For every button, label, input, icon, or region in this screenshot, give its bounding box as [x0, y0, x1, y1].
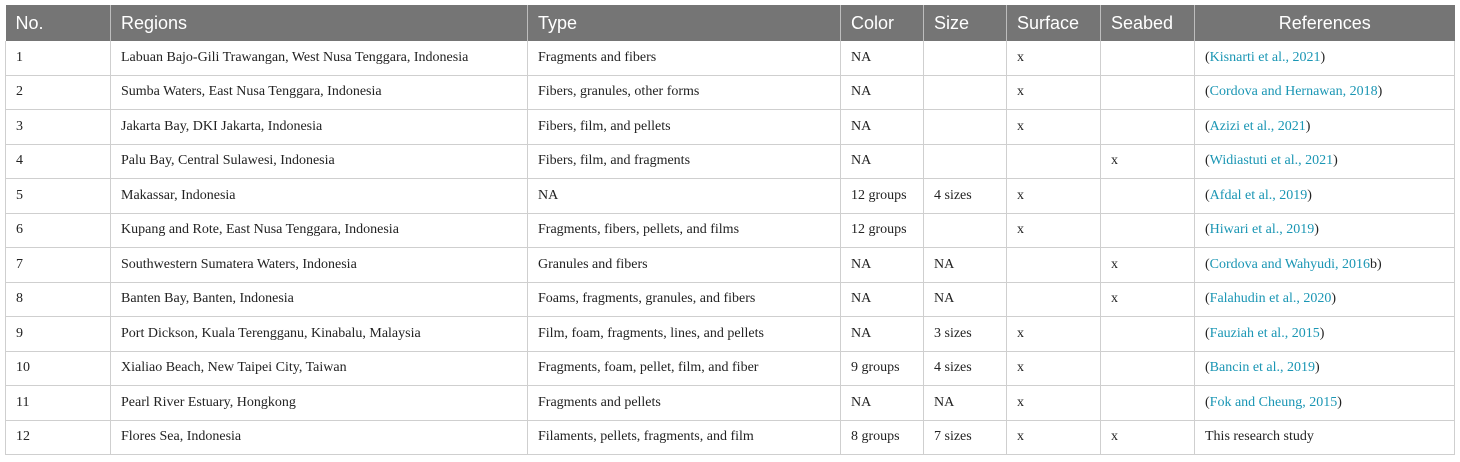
cell-size: NA [924, 282, 1007, 317]
table-row [6, 282, 1455, 317]
cell-region: Banten Bay, Banten, Indonesia [111, 282, 528, 317]
cell-size: NA [924, 248, 1007, 283]
cell-type: Fragments and pellets [528, 386, 841, 421]
cell-surface: x [1007, 75, 1101, 110]
cell-size [924, 41, 1007, 75]
cell-size [924, 213, 1007, 248]
reference-link[interactable]: Cordova and Hernawan, 2018 [1209, 84, 1378, 100]
cell-seabed: x [1101, 248, 1195, 283]
cell-seabed [1101, 317, 1195, 352]
cell-size: NA [924, 386, 1007, 421]
table-row [6, 248, 1455, 283]
cell-color: 8 groups [841, 420, 924, 455]
header-surface: Surface [1007, 5, 1101, 41]
cell-size: 7 sizes [924, 420, 1007, 455]
cell-color: NA [841, 75, 924, 110]
cell-no: 8 [6, 282, 111, 317]
header-type: Type [528, 5, 841, 41]
cell-surface: x [1007, 213, 1101, 248]
cell-region: Palu Bay, Central Sulawesi, Indonesia [111, 144, 528, 179]
cell-type: Fragments, fibers, pellets, and films [528, 213, 841, 248]
reference-link[interactable]: Azizi et al., 2021 [1209, 118, 1306, 134]
reference-open-paren: ( [1205, 49, 1210, 65]
cell-no: 12 [6, 420, 111, 455]
cell-type: Fibers, film, and pellets [528, 110, 841, 145]
reference-open-paren: ( [1205, 118, 1210, 134]
cell-size [924, 75, 1007, 110]
reference-suffix: b [1370, 256, 1378, 272]
reference-link[interactable]: Bancin et al., 2019 [1209, 360, 1316, 376]
cell-reference [1195, 41, 1455, 75]
reference-close-paren: ) [1315, 360, 1320, 376]
cell-no: 5 [6, 179, 111, 214]
table-row [6, 75, 1455, 110]
cell-region: Kupang and Rote, East Nusa Tenggara, Indonesia [111, 213, 528, 248]
cell-color: NA [841, 317, 924, 352]
microplastics-comparison-table [5, 5, 1455, 455]
cell-type: Fragments and fibers [528, 41, 841, 75]
reference-open-paren: ( [1205, 256, 1210, 272]
reference-link[interactable]: Falahudin et al., 2020 [1209, 291, 1332, 307]
cell-region: Labuan Bajo-Gili Trawangan, West Nusa Tenggara, Indonesia [111, 41, 528, 75]
header-row [6, 5, 1455, 41]
cell-reference [1195, 110, 1455, 145]
cell-reference [1195, 386, 1455, 421]
cell-no: 9 [6, 317, 111, 352]
cell-size [924, 144, 1007, 179]
cell-region: Xialiao Beach, New Taipei City, Taiwan [111, 351, 528, 386]
cell-reference [1195, 248, 1455, 283]
reference-close-paren: ) [1319, 325, 1325, 341]
cell-size [924, 110, 1007, 145]
cell-surface [1007, 282, 1101, 317]
cell-type: Fibers, film, and fragments [528, 144, 841, 179]
cell-surface: x [1007, 351, 1101, 386]
reference-link[interactable]: Widiastuti et al., 2021 [1209, 153, 1334, 169]
reference-link[interactable]: Fok and Cheung, 2015 [1209, 394, 1338, 410]
cell-no: 7 [6, 248, 111, 283]
cell-color: NA [841, 110, 924, 145]
header-size: Size [924, 5, 1007, 41]
cell-size: 3 sizes [924, 317, 1007, 352]
cell-type: Film, foam, fragments, lines, and pellets [528, 317, 841, 352]
cell-surface [1007, 144, 1101, 179]
cell-surface: x [1007, 317, 1101, 352]
table-row [6, 351, 1455, 386]
cell-surface [1007, 248, 1101, 283]
cell-color: NA [841, 386, 924, 421]
cell-surface: x [1007, 41, 1101, 75]
cell-type: NA [528, 179, 841, 214]
cell-color: NA [841, 248, 924, 283]
reference-close-paren: ) [1314, 222, 1319, 238]
cell-reference [1195, 179, 1455, 214]
reference-close-paren: ) [1307, 187, 1312, 203]
reference-close-paren: ) [1305, 118, 1311, 134]
reference-open-paren: ( [1205, 360, 1210, 376]
cell-no: 3 [6, 110, 111, 145]
cell-type: Granules and fibers [528, 248, 841, 283]
reference-close-paren: ) [1377, 84, 1383, 100]
reference-open-paren: ( [1205, 222, 1210, 238]
reference-link[interactable]: Afdal et al., 2019 [1209, 187, 1308, 203]
cell-color: 12 groups [841, 179, 924, 214]
cell-no: 11 [6, 386, 111, 421]
table-row [6, 41, 1455, 75]
cell-reference [1195, 75, 1455, 110]
cell-color: 9 groups [841, 351, 924, 386]
cell-surface: x [1007, 420, 1101, 455]
cell-size: 4 sizes [924, 179, 1007, 214]
cell-region: Southwestern Sumatera Waters, Indonesia [111, 248, 528, 283]
cell-seabed: x [1101, 282, 1195, 317]
reference-open-paren: ( [1205, 291, 1210, 307]
reference-open-paren: ( [1205, 153, 1210, 169]
cell-seabed [1101, 75, 1195, 110]
table-row [6, 317, 1455, 352]
reference-close-paren: ) [1333, 153, 1338, 169]
header-color: Color [841, 5, 924, 41]
cell-seabed [1101, 179, 1195, 214]
cell-seabed [1101, 41, 1195, 75]
table-body [6, 41, 1455, 455]
cell-region: Sumba Waters, East Nusa Tenggara, Indonesia [111, 75, 528, 110]
cell-color: NA [841, 282, 924, 317]
cell-region: Makassar, Indonesia [111, 179, 528, 214]
cell-region: Pearl River Estuary, Hongkong [111, 386, 528, 421]
reference-close-paren: ) [1331, 291, 1337, 307]
table-row [6, 213, 1455, 248]
cell-surface: x [1007, 386, 1101, 421]
cell-surface: x [1007, 110, 1101, 145]
cell-type: Fragments, foam, pellet, film, and fiber [528, 351, 841, 386]
cell-no: 2 [6, 75, 111, 110]
reference-suffix: This research study [1205, 429, 1314, 445]
header-no: No. [6, 5, 111, 41]
cell-size: 4 sizes [924, 351, 1007, 386]
cell-seabed [1101, 351, 1195, 386]
cell-reference [1195, 420, 1455, 455]
reference-open-paren: ( [1205, 394, 1210, 410]
reference-close-paren: ) [1377, 256, 1382, 272]
reference-close-paren: ) [1337, 394, 1342, 410]
cell-region: Jakarta Bay, DKI Jakarta, Indonesia [111, 110, 528, 145]
table-row [6, 420, 1455, 455]
cell-color: 12 groups [841, 213, 924, 248]
cell-no: 10 [6, 351, 111, 386]
header-regions: Regions [111, 5, 528, 41]
cell-color: NA [841, 41, 924, 75]
cell-seabed: x [1101, 420, 1195, 455]
cell-no: 1 [6, 41, 111, 75]
header-references: References [1195, 5, 1455, 41]
reference-open-paren: ( [1205, 187, 1210, 203]
cell-seabed [1101, 386, 1195, 421]
table-row [6, 179, 1455, 214]
cell-color: NA [841, 144, 924, 179]
cell-reference [1195, 351, 1455, 386]
cell-seabed: x [1101, 144, 1195, 179]
table-row [6, 144, 1455, 179]
references-table-container [5, 5, 1454, 455]
cell-type: Fibers, granules, other forms [528, 75, 841, 110]
cell-reference [1195, 282, 1455, 317]
reference-open-paren: ( [1205, 325, 1210, 341]
cell-type: Foams, fragments, granules, and fibers [528, 282, 841, 317]
cell-no: 4 [6, 144, 111, 179]
table-row [6, 386, 1455, 421]
cell-region: Flores Sea, Indonesia [111, 420, 528, 455]
cell-reference [1195, 144, 1455, 179]
cell-type: Filaments, pellets, fragments, and film [528, 420, 841, 455]
cell-surface: x [1007, 179, 1101, 214]
cell-reference [1195, 317, 1455, 352]
table-row [6, 110, 1455, 145]
reference-link[interactable]: Hiwari et al., 2019 [1209, 222, 1315, 238]
reference-close-paren: ) [1320, 49, 1326, 65]
header-seabed: Seabed [1101, 5, 1195, 41]
cell-seabed [1101, 110, 1195, 145]
reference-open-paren: ( [1205, 84, 1210, 100]
cell-region: Port Dickson, Kuala Terengganu, Kinabalu, Malaysia [111, 317, 528, 352]
cell-no: 6 [6, 213, 111, 248]
cell-reference [1195, 213, 1455, 248]
reference-link[interactable]: Kisnarti et al., 2021 [1209, 49, 1321, 65]
cell-seabed [1101, 213, 1195, 248]
reference-link[interactable]: Cordova and Wahyudi, 2016 [1209, 256, 1371, 272]
reference-link[interactable]: Fauziah et al., 2015 [1209, 325, 1320, 341]
